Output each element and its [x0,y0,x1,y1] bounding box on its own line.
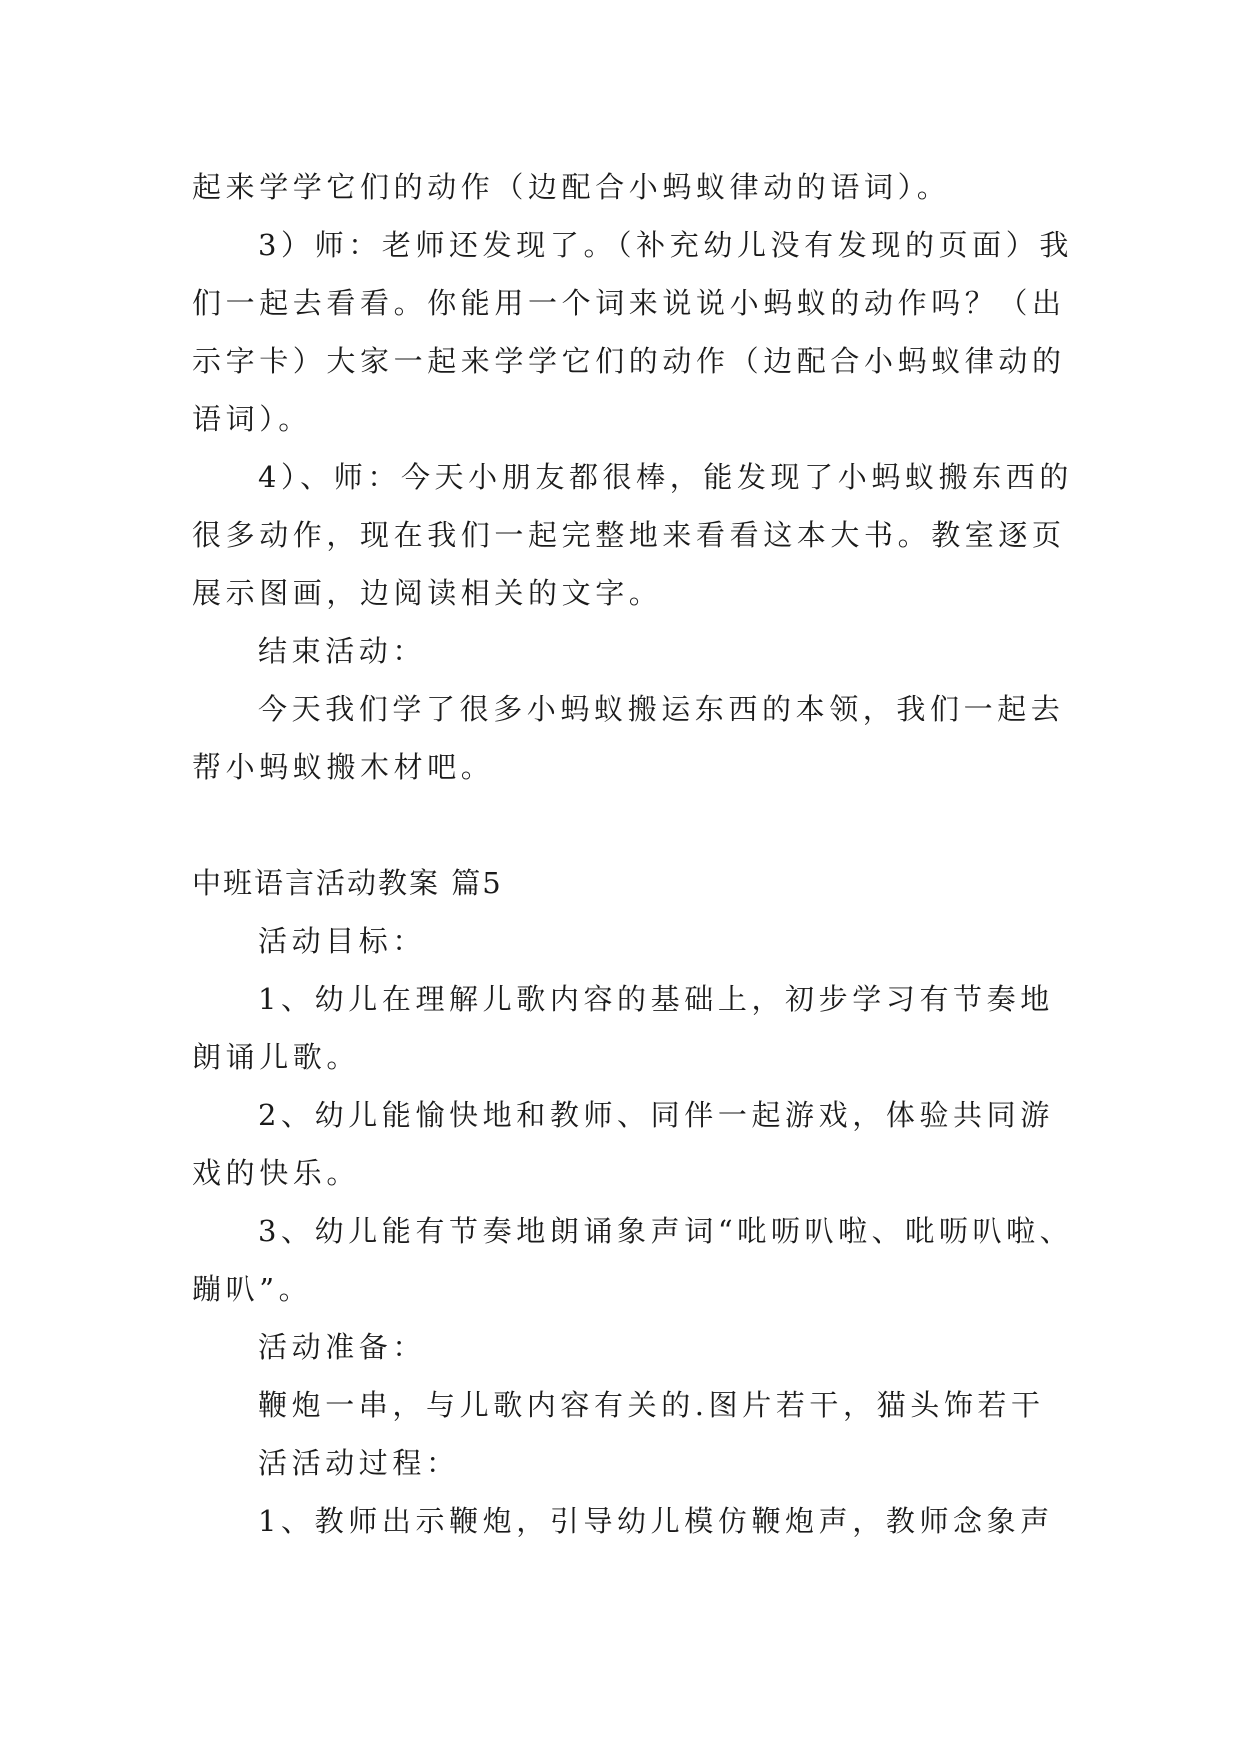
paragraph-line: 1、教师出示鞭炮，引导幼儿模仿鞭炮声，教师念象声 [258,1504,1054,1538]
paragraph-line: 帮小蚂蚁搬木材吧。 [192,750,495,784]
paragraph-line: 3、幼儿能有节奏地朗诵象声词“吡呖叭啦、吡呖叭啦、 [258,1214,1074,1248]
paragraph-line: 活动目标： [258,924,427,958]
paragraph-line: 3）师：老师还发现了。（补充幼儿没有发现的页面）我 [258,228,1073,262]
paragraph-line: 今天我们学了很多小蚂蚁搬运东西的本领，我们一起去 [258,692,1065,726]
paragraph-line: 很多动作，现在我们一起完整地来看看这本大书。教室逐页 [192,518,1066,552]
paragraph-line: 朗诵儿歌。 [192,1040,361,1074]
paragraph-line: 4）、师：今天小朋友都很棒，能发现了小蚂蚁搬东西的 [258,460,1073,494]
paragraph-line: 戏的快乐。 [192,1156,361,1190]
paragraph-line: 起来学学它们的动作（边配合小蚂蚁律动的语词）。 [192,170,951,204]
paragraph-line: 语词）。 [192,402,312,436]
paragraph-line: 蹦叭”。 [192,1272,313,1306]
paragraph-line: 结束活动： [258,634,427,668]
document-body [192,158,1074,1550]
paragraph-line: 1、幼儿在理解儿歌内容的基础上，初步学习有节奏地 [258,982,1054,1016]
paragraph-line: 2、幼儿能愉快地和教师、同伴一起游戏，体验共同游 [258,1098,1054,1132]
paragraph-line: 示字卡）大家一起来学学它们的动作（边配合小蚂蚁律动的 [192,344,1066,378]
paragraph-line: 鞭炮一串，与儿歌内容有关的.图片若干，猫头饰若干 [258,1388,1045,1422]
section-heading: 中班语言活动教案 篇5 [192,866,503,900]
paragraph-line: 们一起去看看。你能用一个词来说说小蚂蚁的动作吗？（出 [192,286,1066,320]
paragraph-line: 展示图画，边阅读相关的文字。 [192,576,663,610]
paragraph-line: 活活动过程： [258,1446,460,1480]
paragraph-line: 活动准备： [258,1330,427,1364]
